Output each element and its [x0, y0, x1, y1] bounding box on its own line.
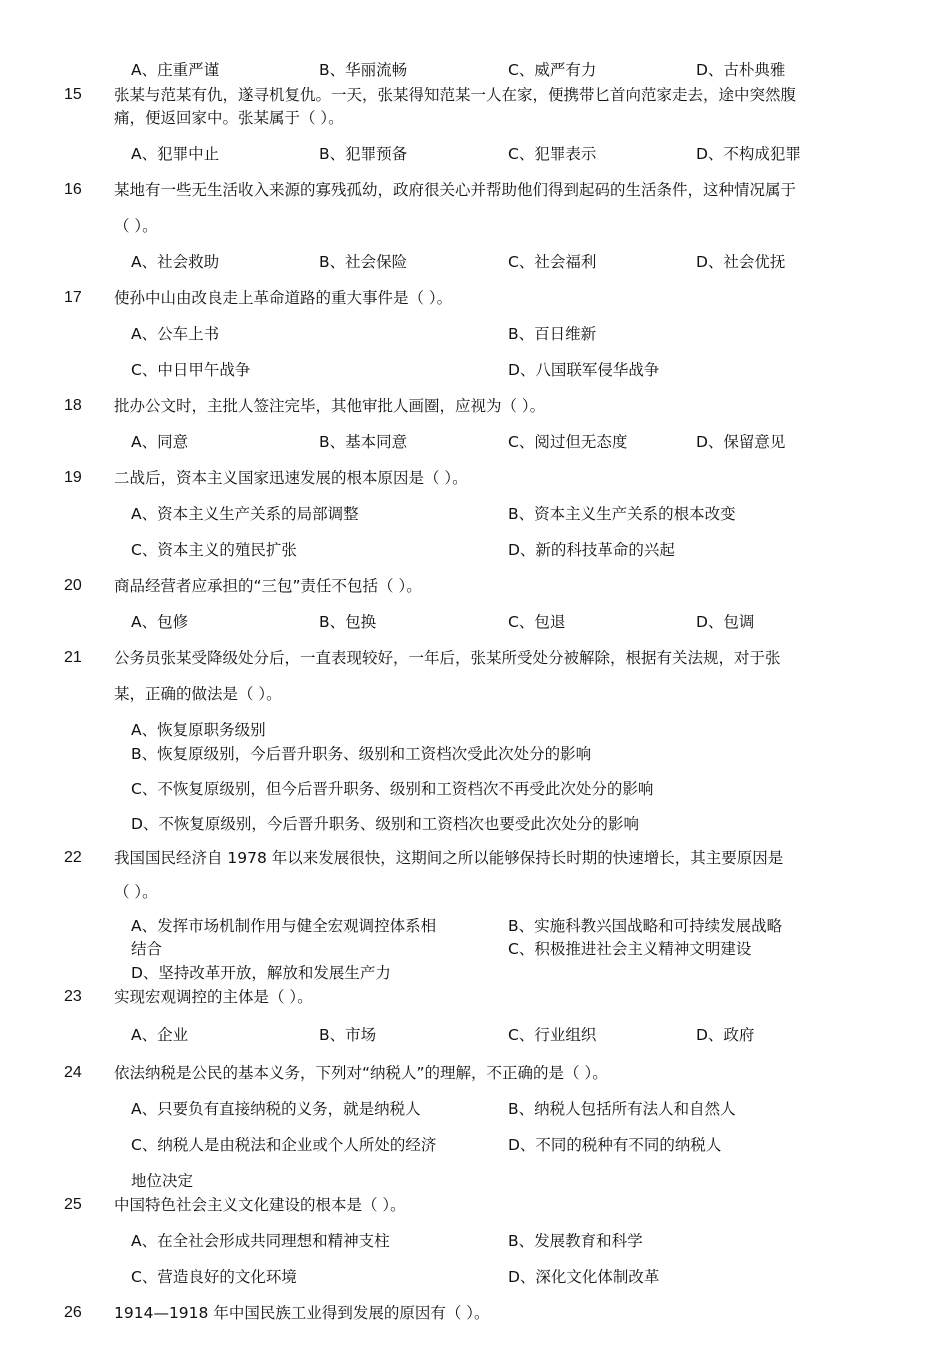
option-a: A、公车上书 [131, 325, 220, 343]
option-c: C、营造良好的文化环境 [131, 1268, 297, 1286]
question-number: 18 [64, 397, 82, 414]
option-a: A、包修 [131, 613, 189, 631]
question-stem: 批办公文时，主批人签注完毕，其他审批人画圈，应视为（ ）。 [114, 397, 546, 415]
option-c: C、纳税人是由税法和企业或个人所处的经济 [131, 1136, 437, 1154]
question-stem: 某，正确的做法是（ ）。 [114, 685, 282, 703]
option-c: C、阅过但无态度 [508, 433, 628, 451]
option-a: A、在全社会形成共同理想和精神支柱 [131, 1232, 390, 1250]
option-c-continued: 地位决定 [131, 1172, 194, 1190]
option-d: D、八国联军侵华战争 [508, 361, 660, 379]
option-c: C、犯罪表示 [508, 145, 597, 163]
question-number: 17 [64, 289, 82, 306]
question-stem: 中国特色社会主义文化建设的根本是（ ）。 [114, 1196, 406, 1214]
question-stem: 二战后，资本主义国家迅速发展的根本原因是（ ）。 [114, 469, 468, 487]
option-c: C、不恢复原级别，但今后晋升职务、级别和工资档次不再受此次处分的影响 [131, 780, 654, 798]
question-number: 19 [64, 469, 82, 486]
option-b: B、市场 [319, 1026, 377, 1044]
question-number: 20 [64, 577, 82, 594]
question-stem: 我国国民经济自 1978 年以来发展很快，这期间之所以能够保持长时期的快速增长，其主要原因是 [114, 849, 784, 867]
option-a: A、同意 [131, 433, 189, 451]
option-d: D、社会优抚 [696, 253, 786, 271]
option-b: B、犯罪预备 [319, 145, 408, 163]
option-b: B、华丽流畅 [319, 61, 408, 79]
option-b: B、发展教育和科学 [508, 1232, 643, 1250]
question-stem: 公务员张某受降级处分后，一直表现较好，一年后，张某所受处分被解除，根据有关法规，对于张 [114, 649, 781, 667]
option-b: B、包换 [319, 613, 377, 631]
question-stem: （ ）。 [114, 883, 158, 901]
option-b: B、实施科教兴国战略和可持续发展战略 [508, 917, 783, 935]
question-number: 16 [64, 181, 82, 198]
question-stem: 某地有一些无生活收入来源的寡残孤幼，政府很关心并帮助他们得到起码的生活条件，这种情况属于 [114, 181, 797, 199]
question-number: 24 [64, 1064, 82, 1081]
option-b: B、社会保险 [319, 253, 408, 271]
question-number: 26 [64, 1304, 82, 1321]
question-number: 25 [64, 1196, 82, 1213]
question-stem: 实现宏观调控的主体是（ ）。 [114, 988, 313, 1006]
option-d: D、不同的税种有不同的纳税人 [508, 1136, 722, 1154]
option-b: B、资本主义生产关系的根本改变 [508, 505, 736, 523]
option-d: D、深化文化体制改革 [508, 1268, 660, 1286]
option-b: B、基本同意 [319, 433, 408, 451]
option-a: A、资本主义生产关系的局部调整 [131, 505, 359, 523]
option-b: B、纳税人包括所有法人和自然人 [508, 1100, 736, 1118]
option-c: C、资本主义的殖民扩张 [131, 541, 297, 559]
option-c: C、包退 [508, 613, 566, 631]
question-number: 23 [64, 988, 82, 1005]
option-a: A、社会救助 [131, 253, 220, 271]
option-a: A、犯罪中止 [131, 145, 220, 163]
option-d: D、不恢复原级别，今后晋升职务、级别和工资档次也要受此次处分的影响 [131, 815, 639, 833]
option-d: D、古朴典雅 [696, 61, 786, 79]
option-a: A、庄重严谨 [131, 61, 220, 79]
option-d: D、坚持改革开放，解放和发展生产力 [131, 964, 391, 982]
question-stem: 1914—1918 年中国民族工业得到发展的原因有（ ）。 [114, 1304, 490, 1322]
question-stem: 张某与范某有仇，遂寻机复仇。一天，张某得知范某一人在家，便携带匕首向范家走去，途中突然腹 [114, 86, 797, 104]
question-stem: 依法纳税是公民的基本义务，下列对“纳税人”的理解，不正确的是（ ）。 [114, 1064, 608, 1082]
option-a: A、企业 [131, 1026, 189, 1044]
option-a-continued: 结合 [131, 940, 163, 958]
option-b: B、百日维新 [508, 325, 597, 343]
question-stem: （ ）。 [114, 217, 158, 235]
option-c: C、威严有力 [508, 61, 597, 79]
option-d: D、新的科技革命的兴起 [508, 541, 675, 559]
option-c: C、行业组织 [508, 1026, 597, 1044]
option-d: D、不构成犯罪 [696, 145, 801, 163]
option-b: B、恢复原级别，今后晋升职务、级别和工资档次受此次处分的影响 [131, 745, 592, 763]
question-stem: 痛，便返回家中。张某属于（ ）。 [114, 109, 344, 127]
option-c: C、中日甲午战争 [131, 361, 251, 379]
option-d: D、保留意见 [696, 433, 786, 451]
option-c: C、社会福利 [508, 253, 597, 271]
question-stem: 商品经营者应承担的“三包”责任不包括（ ）。 [114, 577, 422, 595]
option-a: A、只要负有直接纳税的义务，就是纳税人 [131, 1100, 421, 1118]
option-a: A、恢复原职务级别 [131, 721, 266, 739]
option-d: D、包调 [696, 613, 755, 631]
option-a: A、发挥市场机制作用与健全宏观调控体系相 [131, 917, 437, 935]
question-number: 22 [64, 849, 82, 866]
question-stem: 使孙中山由改良走上革命道路的重大事件是（ ）。 [114, 289, 453, 307]
option-c: C、积极推进社会主义精神文明建设 [508, 940, 752, 958]
option-d: D、政府 [696, 1026, 755, 1044]
question-number: 15 [64, 86, 82, 103]
question-number: 21 [64, 649, 82, 666]
